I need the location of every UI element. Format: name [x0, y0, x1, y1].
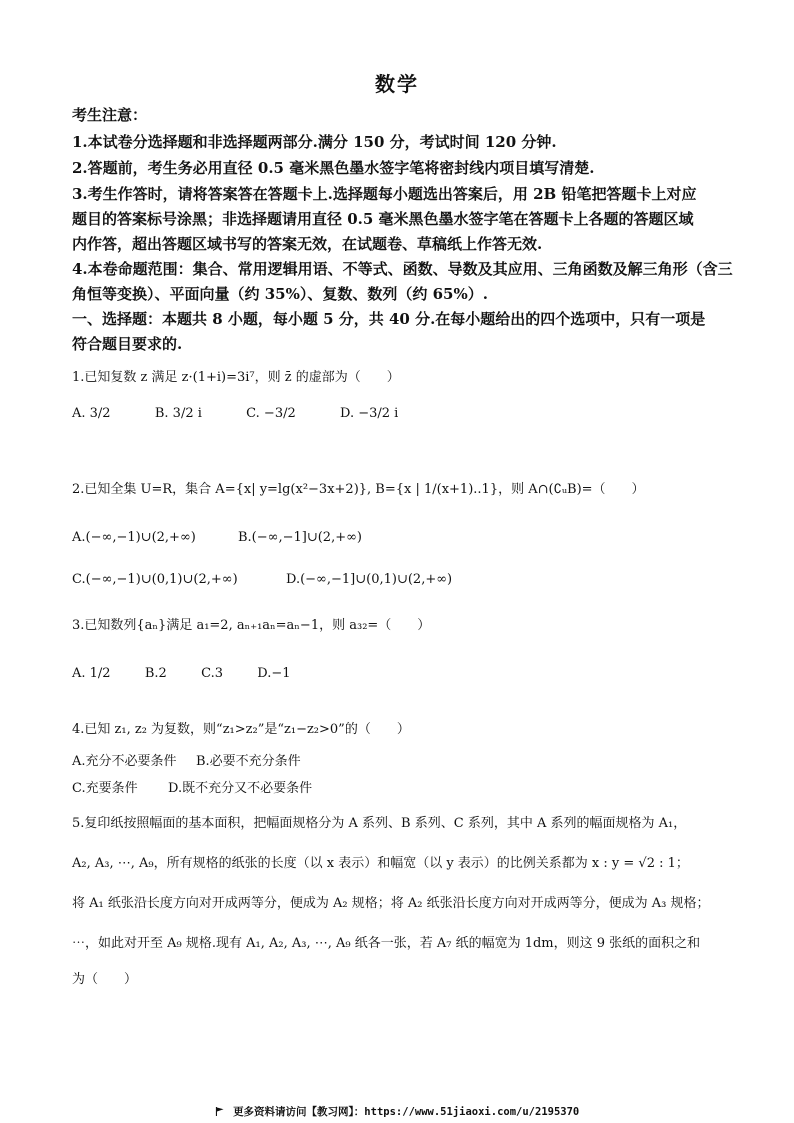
notice-line-7: 角恒等变换）、平面向量（约 35%）、复数、数列（约 65%）.	[72, 285, 488, 303]
question-3-option-b: B.2	[144, 666, 167, 681]
question-5-line-4: ⋯，如此对开至 A₉ 规格.现有 A₁, A₂, A₃, ⋯, A₉ 纸各一张，若 A₇ 纸的幅宽为 1dm，则这 9 张纸的面积之和	[72, 936, 701, 951]
question-3-stem: 3.已知数列{aₙ}满足 a₁=2, aₙ₊₁aₙ=aₙ−1，则 a₃₂=（ ）	[72, 618, 431, 633]
question-1-option-d: D. −3/2 i	[340, 406, 399, 421]
question-1-option-c: C. −3/2	[246, 406, 296, 421]
notice-line-1: 1.本试卷分选择题和非选择题两部分.满分 150 分，考试时间 120 分钟.	[72, 133, 557, 151]
question-2-option-b: B.(−∞,−1]∪(2,+∞)	[238, 530, 363, 545]
question-1-stem: 1.已知复数 z 满足 z·(1+i)=3i⁷，则 z̄ 的虚部为（ ）	[72, 370, 400, 385]
question-4-stem: 4.已知 z₁, z₂ 为复数，则“z₁>z₂”是“z₁−z₂>0”的（ ）	[72, 722, 410, 737]
question-4-option-a: A.充分不必要条件	[72, 754, 177, 769]
question-2-option-a: A.(−∞,−1)∪(2,+∞)	[72, 530, 196, 545]
question-4-option-b: B.必要不充分条件	[196, 754, 301, 769]
question-1-option-a: A. 3/2	[72, 406, 111, 421]
footer-link[interactable]: 更多资料请访问【教习网】：https://www.51jiaoxi.com/u/2195370	[233, 1106, 580, 1118]
page-title: 数学	[375, 72, 419, 96]
notice-line-2: 2.答题前，考生务必用直径 0.5 毫米黑色墨水签字笔将密封线内项目填写清楚.	[72, 159, 595, 177]
question-1-options	[72, 406, 398, 421]
section-heading-line-2: 符合题目要求的.	[72, 335, 183, 353]
question-3-options	[72, 666, 291, 681]
question-2-option-d: D.(−∞,−1]∪(0,1)∪(2,+∞)	[286, 572, 453, 587]
section-heading-line-1: 一、选择题：本题共 8 小题，每小题 5 分，共 40 分.在每小题给出的四个选项中，只有一项是	[72, 310, 706, 328]
question-1-option-b: B. 3/2 i	[154, 406, 202, 421]
flag-icon	[215, 1107, 224, 1116]
question-3-option-c: C.3	[201, 666, 223, 681]
question-4-option-c: C.充要条件	[72, 781, 138, 796]
notice-line-4: 题目的答案标号涂黑；非选择题请用直径 0.5 毫米黑色墨水签字笔在答题卡上各题的答题区域	[72, 210, 694, 228]
question-3-option-a: A. 1/2	[72, 666, 111, 681]
notice-line-3: 3.考生作答时，请将答案答在答题卡上.选择题每小题选出答案后，用 2B 铅笔把答题卡上对应	[72, 185, 697, 203]
notice-heading: 考生注意：	[72, 106, 148, 124]
question-4-option-d: D.既不充分又不必要条件	[168, 781, 313, 796]
notice-line-6: 4.本卷命题范围：集合、常用逻辑用语、不等式、函数、导数及其应用、三角函数及解三角形（含三	[72, 260, 733, 278]
question-5-line-1: 5.复印纸按照幅面的基本面积，把幅面规格分为 A 系列、B 系列、C 系列，其中 A 系列的幅面规格为 A₁，	[72, 816, 687, 831]
footer	[0, 1104, 794, 1119]
question-2-stem: 2.已知全集 U=R，集合 A={x| y=lg(x²−3x+2)}, B={x | 1/(x+1)..1}，则 A∩(∁ᵤB)=（ ）	[72, 482, 645, 497]
question-5-line-2: A₂, A₃, ⋯, A₉，所有规格的纸张的长度（以 x 表示）和幅宽（以 y 表示）的比例关系都为 x : y = √2 : 1；	[72, 856, 689, 871]
notice-line-5: 内作答，超出答题区域书写的答案无效，在试题卷、草稿纸上作答无效.	[72, 235, 543, 253]
question-5-line-3: 将 A₁ 纸张沿长度方向对开成两等分，便成为 A₂ 规格；将 A₂ 纸张沿长度方向对开成两等分，便成为 A₃ 规格；	[72, 896, 710, 911]
question-5-line-5: 为（ ）	[72, 972, 138, 987]
question-3-option-d: D.−1	[257, 666, 291, 681]
question-2-option-c: C.(−∞,−1)∪(0,1)∪(2,+∞)	[72, 572, 238, 587]
